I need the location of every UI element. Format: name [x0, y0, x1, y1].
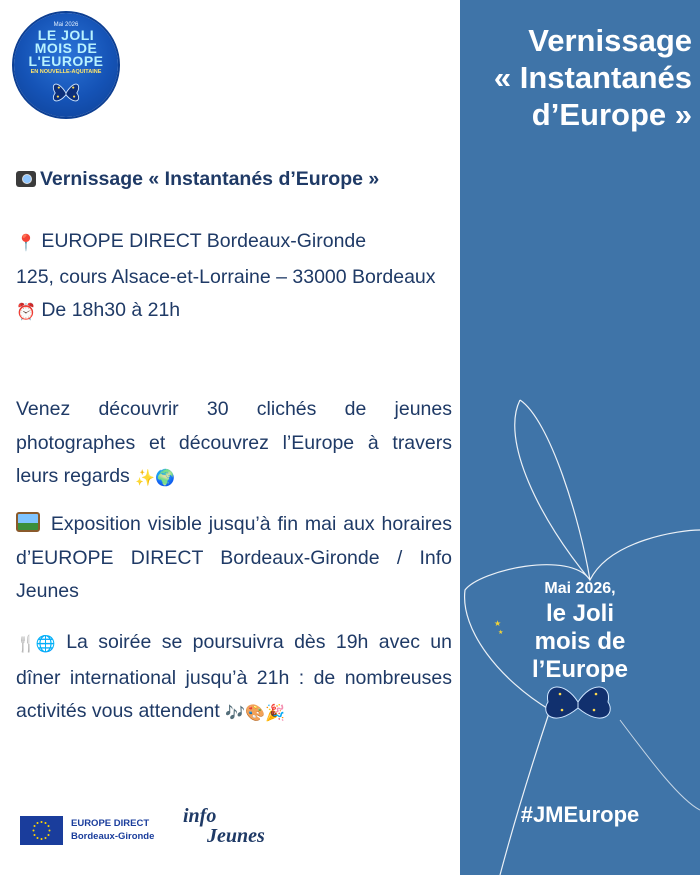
- badge-line-1: LE JOLI: [37, 27, 95, 43]
- globe-meridians-icon: 🌐: [35, 636, 56, 653]
- svg-text:★: ★: [498, 629, 504, 636]
- camera-icon: [16, 171, 36, 187]
- info-jeunes-logo: [183, 806, 265, 846]
- globe-icon: 🌍: [155, 470, 176, 487]
- panel-title-line-1: Vernissage: [528, 23, 692, 58]
- hashtag: #JMEurope: [520, 802, 640, 827]
- location-name: EUROPE DIRECT Bordeaux-Gironde: [41, 230, 367, 252]
- panel-date: Mai 2026,: [544, 580, 616, 597]
- joli-line-2: mois de: [534, 628, 626, 655]
- soiree-paragraph: [16, 626, 452, 731]
- eu-flag-icon: [20, 816, 63, 845]
- panel-title-line-2: « Instantanés: [493, 60, 692, 95]
- description-text: Venez découvrir 30 clichés de jeunes photographes et découvrez l’Europe à travers leurs regards: [16, 398, 452, 487]
- europe-direct-name: EUROPE DIRECT: [71, 818, 150, 829]
- music-notes-icon: 🎶: [225, 705, 246, 722]
- panel-title-line-3: d’Europe »: [531, 97, 692, 132]
- location-block: [16, 225, 452, 330]
- right-panel: [460, 0, 700, 875]
- butterfly-icon: [48, 75, 84, 111]
- post-title-row: [16, 163, 452, 197]
- panel-title: [494, 22, 692, 133]
- location-address: 125, cours Alsace-et-Lorraine – 33000 Bordeaux: [16, 265, 436, 288]
- sparkles-icon: ✨: [135, 470, 156, 487]
- joli-line-1: le Joli: [545, 600, 615, 627]
- event-time: De 18h30 à 21h: [41, 299, 181, 321]
- badge-title: [14, 29, 118, 68]
- picture-icon: [16, 512, 40, 532]
- party-popper-icon: 🎉: [265, 705, 285, 722]
- exposition-paragraph: [16, 508, 452, 609]
- palette-icon: 🎨: [245, 705, 266, 722]
- alarm-clock-icon: ⏰: [16, 304, 36, 321]
- panel-joli-mois: [460, 600, 700, 684]
- soiree-text: La soirée se poursuivra dès 19h avec un dîner international jusqu’à 21h : de nombreuses activités vous attendent: [16, 631, 452, 722]
- fork-knife-icon: 🍴: [16, 636, 36, 653]
- joli-line-3: l’Europe: [531, 656, 628, 683]
- info-jeunes-line2: Jeunes: [207, 825, 265, 847]
- info-jeunes-line1: info: [183, 805, 217, 827]
- badge-line-2: MOIS DE: [34, 40, 98, 56]
- exposition-text: Exposition visible jusqu’à fin mai aux horaires d’EUROPE DIRECT Bordeaux-Gironde / Info Jeunes: [16, 513, 452, 602]
- svg-text:★: ★: [494, 619, 502, 628]
- badge-line-3: L'EUROPE: [28, 53, 104, 69]
- joli-mois-logo: [14, 13, 118, 117]
- post-title: Vernissage « Instantanés d’Europe »: [40, 168, 380, 190]
- description: [16, 393, 452, 496]
- badge-date: Mai 2026: [53, 22, 79, 28]
- badge-region: EN NOUVELLE-AQUITAINE: [30, 69, 102, 75]
- pin-icon: 📍: [16, 235, 36, 252]
- europe-direct-sub: Bordeaux-Gironde: [71, 831, 155, 842]
